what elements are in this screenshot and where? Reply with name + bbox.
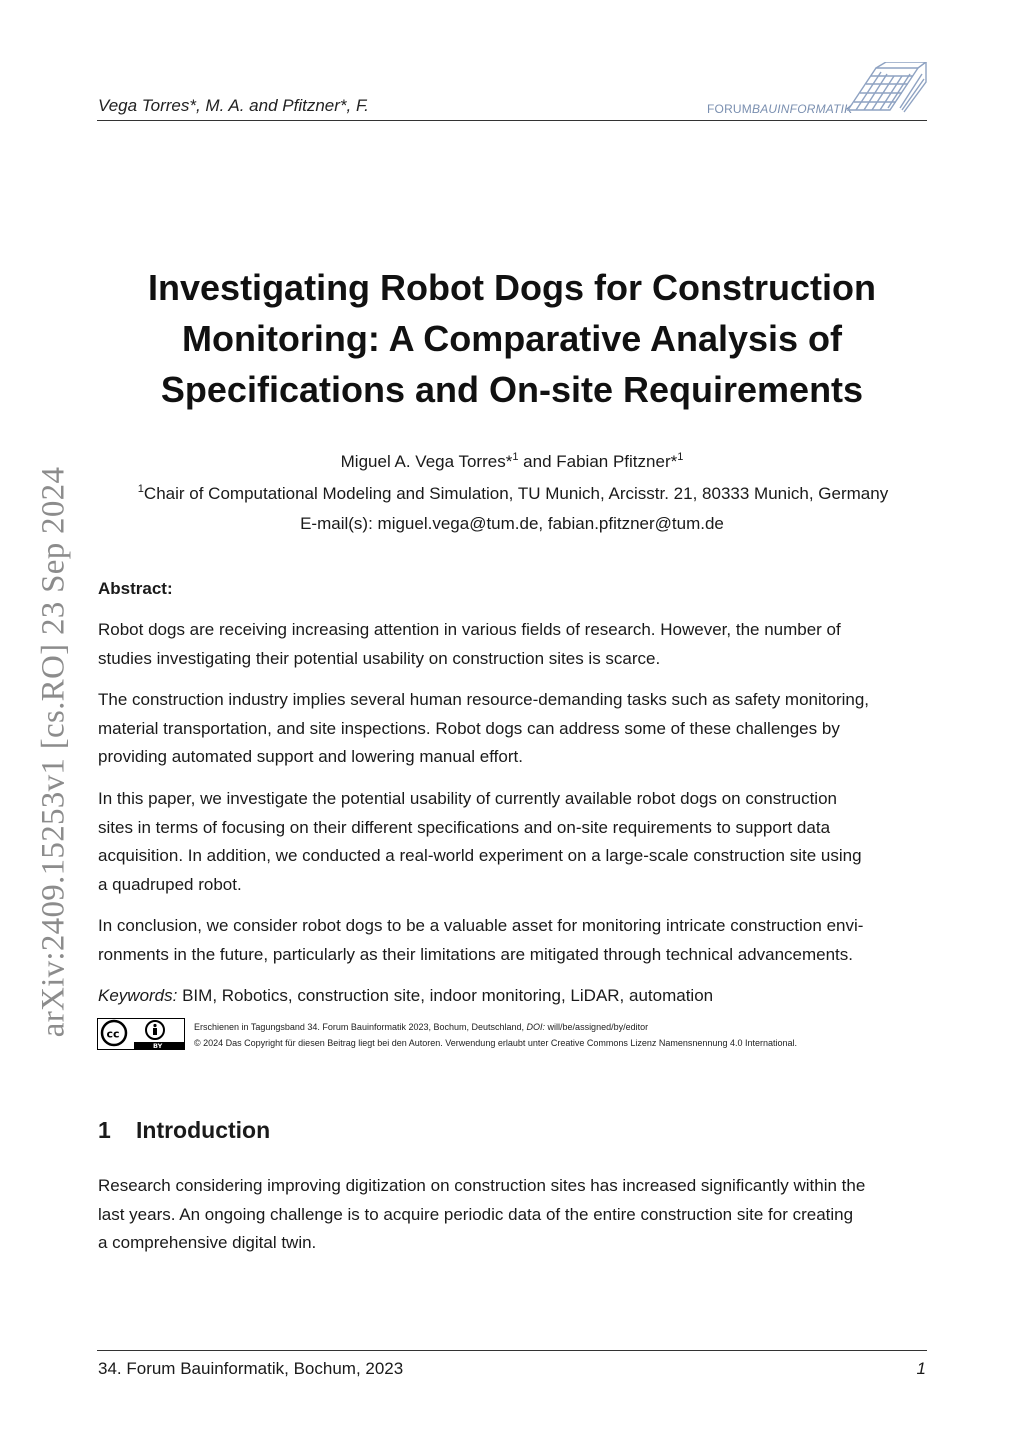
text-line: a quadruped robot. — [98, 874, 242, 894]
author-affil-marker: 1 — [677, 451, 684, 463]
text-line: last years. An ongoing challenge is to acquire periodic data of the entire construction site for creating — [98, 1204, 854, 1224]
keywords-list: BIM, Robotics, construction site, indoor monitoring, LiDAR, automation — [177, 986, 714, 1005]
introduction-paragraph — [98, 1172, 928, 1258]
author-name: Fabian Pfitzner* — [556, 452, 678, 471]
section-title: Introduction — [136, 1117, 271, 1143]
section-number: 1 — [98, 1117, 111, 1143]
license-copyright: © 2024 Das Copyright für diesen Beitrag liegt bei den Autoren. Verwendung erlaubt unter Creative Commons Lizenz Namensnennung 4.0 International. — [194, 1038, 797, 1048]
logo-part-forum: FORUM — [707, 102, 752, 116]
text-line: ronments in the future, particularly as their limitations are mitigated through technical advancements. — [98, 944, 853, 964]
title-line: Monitoring: A Comparative Analysis of — [181, 318, 843, 359]
running-head: Vega Torres*, M. A. and Pfitzner*, F. — [98, 96, 369, 115]
svg-text:cc: cc — [106, 1027, 120, 1041]
abstract-paragraph — [98, 785, 928, 899]
page-number: 1 — [916, 1359, 926, 1378]
text-line: material transportation, and site inspections. Robot dogs can address some of these challenges by — [98, 718, 840, 738]
header-rule — [97, 120, 927, 121]
cc-by-license-icon — [97, 1018, 185, 1050]
footer-venue: 34. Forum Bauinformatik, Bochum, 2023 — [98, 1359, 404, 1378]
footer-rule — [97, 1350, 927, 1351]
license-publication-note — [194, 1022, 648, 1032]
arxiv-identifier: arXiv:2409.15253v1 [cs.RO] 23 Sep 2024 — [35, 466, 72, 1038]
abstract-paragraph — [98, 686, 928, 772]
author-name: Miguel A. Vega Torres* — [340, 452, 513, 471]
license-published-in: Erschienen in Tagungsband 34. Forum Bauinformatik 2023, Bochum, Deutschland, — [194, 1022, 527, 1032]
text-line: acquisition. In addition, we conducted a real-world experiment on a large-scale construction site using — [98, 846, 862, 865]
text-line: Robot dogs are receiving increasing attention in various fields of research. However, the number of — [98, 620, 841, 639]
text-line: a comprehensive digital twin. — [98, 1233, 317, 1252]
keywords — [98, 986, 713, 1006]
text-line: studies investigating their potential usability on construction sites is scarce. — [98, 648, 661, 668]
author-emails: E-mail(s): miguel.vega@tum.de, fabian.pfitzner@tum.de — [300, 514, 724, 533]
abstract-paragraph — [98, 912, 928, 969]
text-line: The construction industry implies several human resource-demanding tasks such as safety monitoring, — [98, 690, 870, 709]
text-line: sites in terms of focusing on their different specifications and on-site requirements to support data — [98, 817, 831, 837]
affiliation — [96, 484, 930, 504]
license-doi-label: DOI: — [526, 1022, 546, 1032]
abstract-paragraph — [98, 616, 928, 673]
text-line: In this paper, we investigate the potential usability of currently available robot dogs on construction — [98, 789, 837, 808]
abstract-heading: Abstract: — [98, 579, 173, 598]
affiliation-text: Chair of Computational Modeling and Simulation, TU Munich, Arcisstr. 21, 80333 Munich, Germany — [143, 484, 889, 503]
keywords-label: Keywords: — [98, 986, 178, 1005]
logo-part-bauinformatik: BAUINFORMATIK — [752, 102, 853, 116]
text-line: In conclusion, we consider robot dogs to be a valuable asset for monitoring intricate construction envi- — [98, 916, 864, 935]
text-line: Research considering improving digitization on construction sites has increased significantly within the — [98, 1176, 866, 1195]
license-doi: will/be/assigned/by/editor — [545, 1022, 649, 1032]
author-conjunction: and — [518, 452, 557, 471]
affiliation-marker: 1 — [137, 483, 144, 495]
title-line: Specifications and On-site Requirements — [160, 369, 864, 410]
text-line: providing automated support and lowering manual effort. — [98, 747, 523, 766]
forum-logo-icon — [818, 62, 928, 118]
author-affil-marker: 1 — [512, 451, 519, 463]
paper-title — [112, 262, 912, 415]
author-list — [112, 452, 912, 472]
cc-badge-by-text: BY — [153, 1042, 163, 1050]
title-line: Investigating Robot Dogs for Construction — [148, 267, 876, 308]
